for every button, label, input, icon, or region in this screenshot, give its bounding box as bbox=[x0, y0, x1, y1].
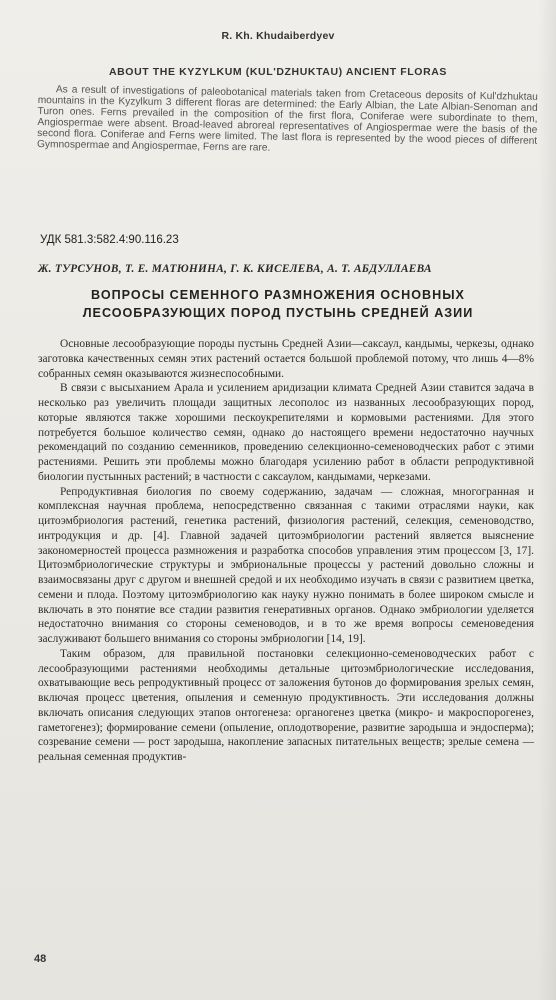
article-body bbox=[38, 337, 534, 765]
body-paragraph: Таким образом, для правильной постановки селекционно-семеноводческих работ с лесообразующими растениями необходимы детальные цитоэмбриологические исследования, охватывающие весь репродуктивный процесс от заложения бутонов до формирования зрелых семян, включая процесс цветения, опыления и семенную продуктивность. Эти исследования должны включать описания следующих этапов онтогенеза: органогенез цветка (микро- и макроспорогенез, гаметогенез); формирование семени (опыление, оплодотворение, развитие зародыша и эндосперма); созревание семени — рост зародыша, накопление запасных питательных веществ; зрелые семена — реальная семенная продуктив- bbox=[38, 647, 534, 763]
english-abstract-text: As a result of investigations of paleobotanical materials taken from Cretaceous deposits of Kul'dzhuktau mountains in the Kyzylkum 3 different floras are determined: the Early Albian, the Late Albian-Senoman and Turon ones. Ferns prevailed in the composition of the first flora, Coniferae were subordinate to them, Angiospermae were absent. Broad-leaved abroreal representatives of Angiospermae were the basis of the second flora. Coniferae and Ferns were limited. The last flora is represented by the wood pieces of different Gymnospermae and Angiospermae, Ferns are rare. bbox=[36, 84, 538, 155]
body-paragraph: В связи с высыханием Арала и усилением аридизации климата Средней Азии ставится задача в несколько раз увеличить площади защитных лесополос из названных лесообразующих пород, которые являются также хорошими пескоукрепителями и кормовыми растениями. Для этого потребуется большое количество семян, однако до настоящего времени недостаточно научных рекомендаций по созданию семенников, проведению селекционно-семеноводческих работ с этими растениями. Решить эти проблемы можно благодаря усилению работ в области репродуктивной биологии пустынных растений; в частности с саксаулом, кандымами, черкезами. bbox=[38, 382, 534, 483]
english-summary-abstract bbox=[37, 84, 538, 158]
english-summary-title: ABOUT THE KYZYLKUM (KUL'DZHUKTAU) ANCIENT FLORAS bbox=[108, 66, 448, 78]
english-summary-author: R. Kh. Khudaiberdyev bbox=[221, 30, 335, 42]
page-number: 48 bbox=[34, 953, 47, 965]
article-title bbox=[0, 286, 556, 322]
article-authors: Ж. ТУРСУНОВ, Т. Е. МАТЮНИНА, Г. К. КИСЕЛЕВА, А. Т. АБДУЛЛАЕВА bbox=[38, 263, 432, 275]
body-paragraph: Репродуктивная биология по своему содержанию, задачам — сложная, многогранная и комплексная научная проблема, непосредственно связанная с такими отраслями науки, как цитоэмбриология растений, генетика растений, физиология растений, селекция, семеноводство, интродукция и др. [4]. Главной задачей цитоэмбриологии растений является выяснение закономерностей процесса размножения и разработка способов управления этим процессом [3, 17]. Цитоэмбриологические структуры и эмбриональные процессы у растений довольно сложны и взаимосвязаны друг с другом и внешней средой и их необходимо изучать в связи с развитием цветка, семени и плода. Поэтому цитоэмбриологию как науку нужно понимать в более широком смысле и включать в это понятие все стадии развития генеративных органов. Однако эмбриологии уделяется недостаточно внимания со стороны семеноводов, и в то же время вопросы семеноведения заслуживают большего внимания со стороны эмбриологии [14, 19]. bbox=[38, 485, 534, 645]
body-paragraph: Основные лесообразующие породы пустынь Средней Азии—саксаул, кандымы, черкезы, однако заготовка качественных семян этих растений остается большой проблемой потому, что лишь 4—8% собранных семян оказываются жизнеспособными. bbox=[38, 338, 534, 380]
article-title-line-1: ВОПРОСЫ СЕМЕННОГО РАЗМНОЖЕНИЯ ОСНОВНЫХ bbox=[91, 288, 465, 302]
article-title-line-2: ЛЕСООБРАЗУЮЩИХ ПОРОД ПУСТЫНЬ СРЕДНЕЙ АЗИИ bbox=[82, 306, 474, 320]
udk-code: УДК 581.3:582.4:90.116.23 bbox=[40, 234, 179, 246]
page-edge-shadow bbox=[538, 0, 556, 1000]
